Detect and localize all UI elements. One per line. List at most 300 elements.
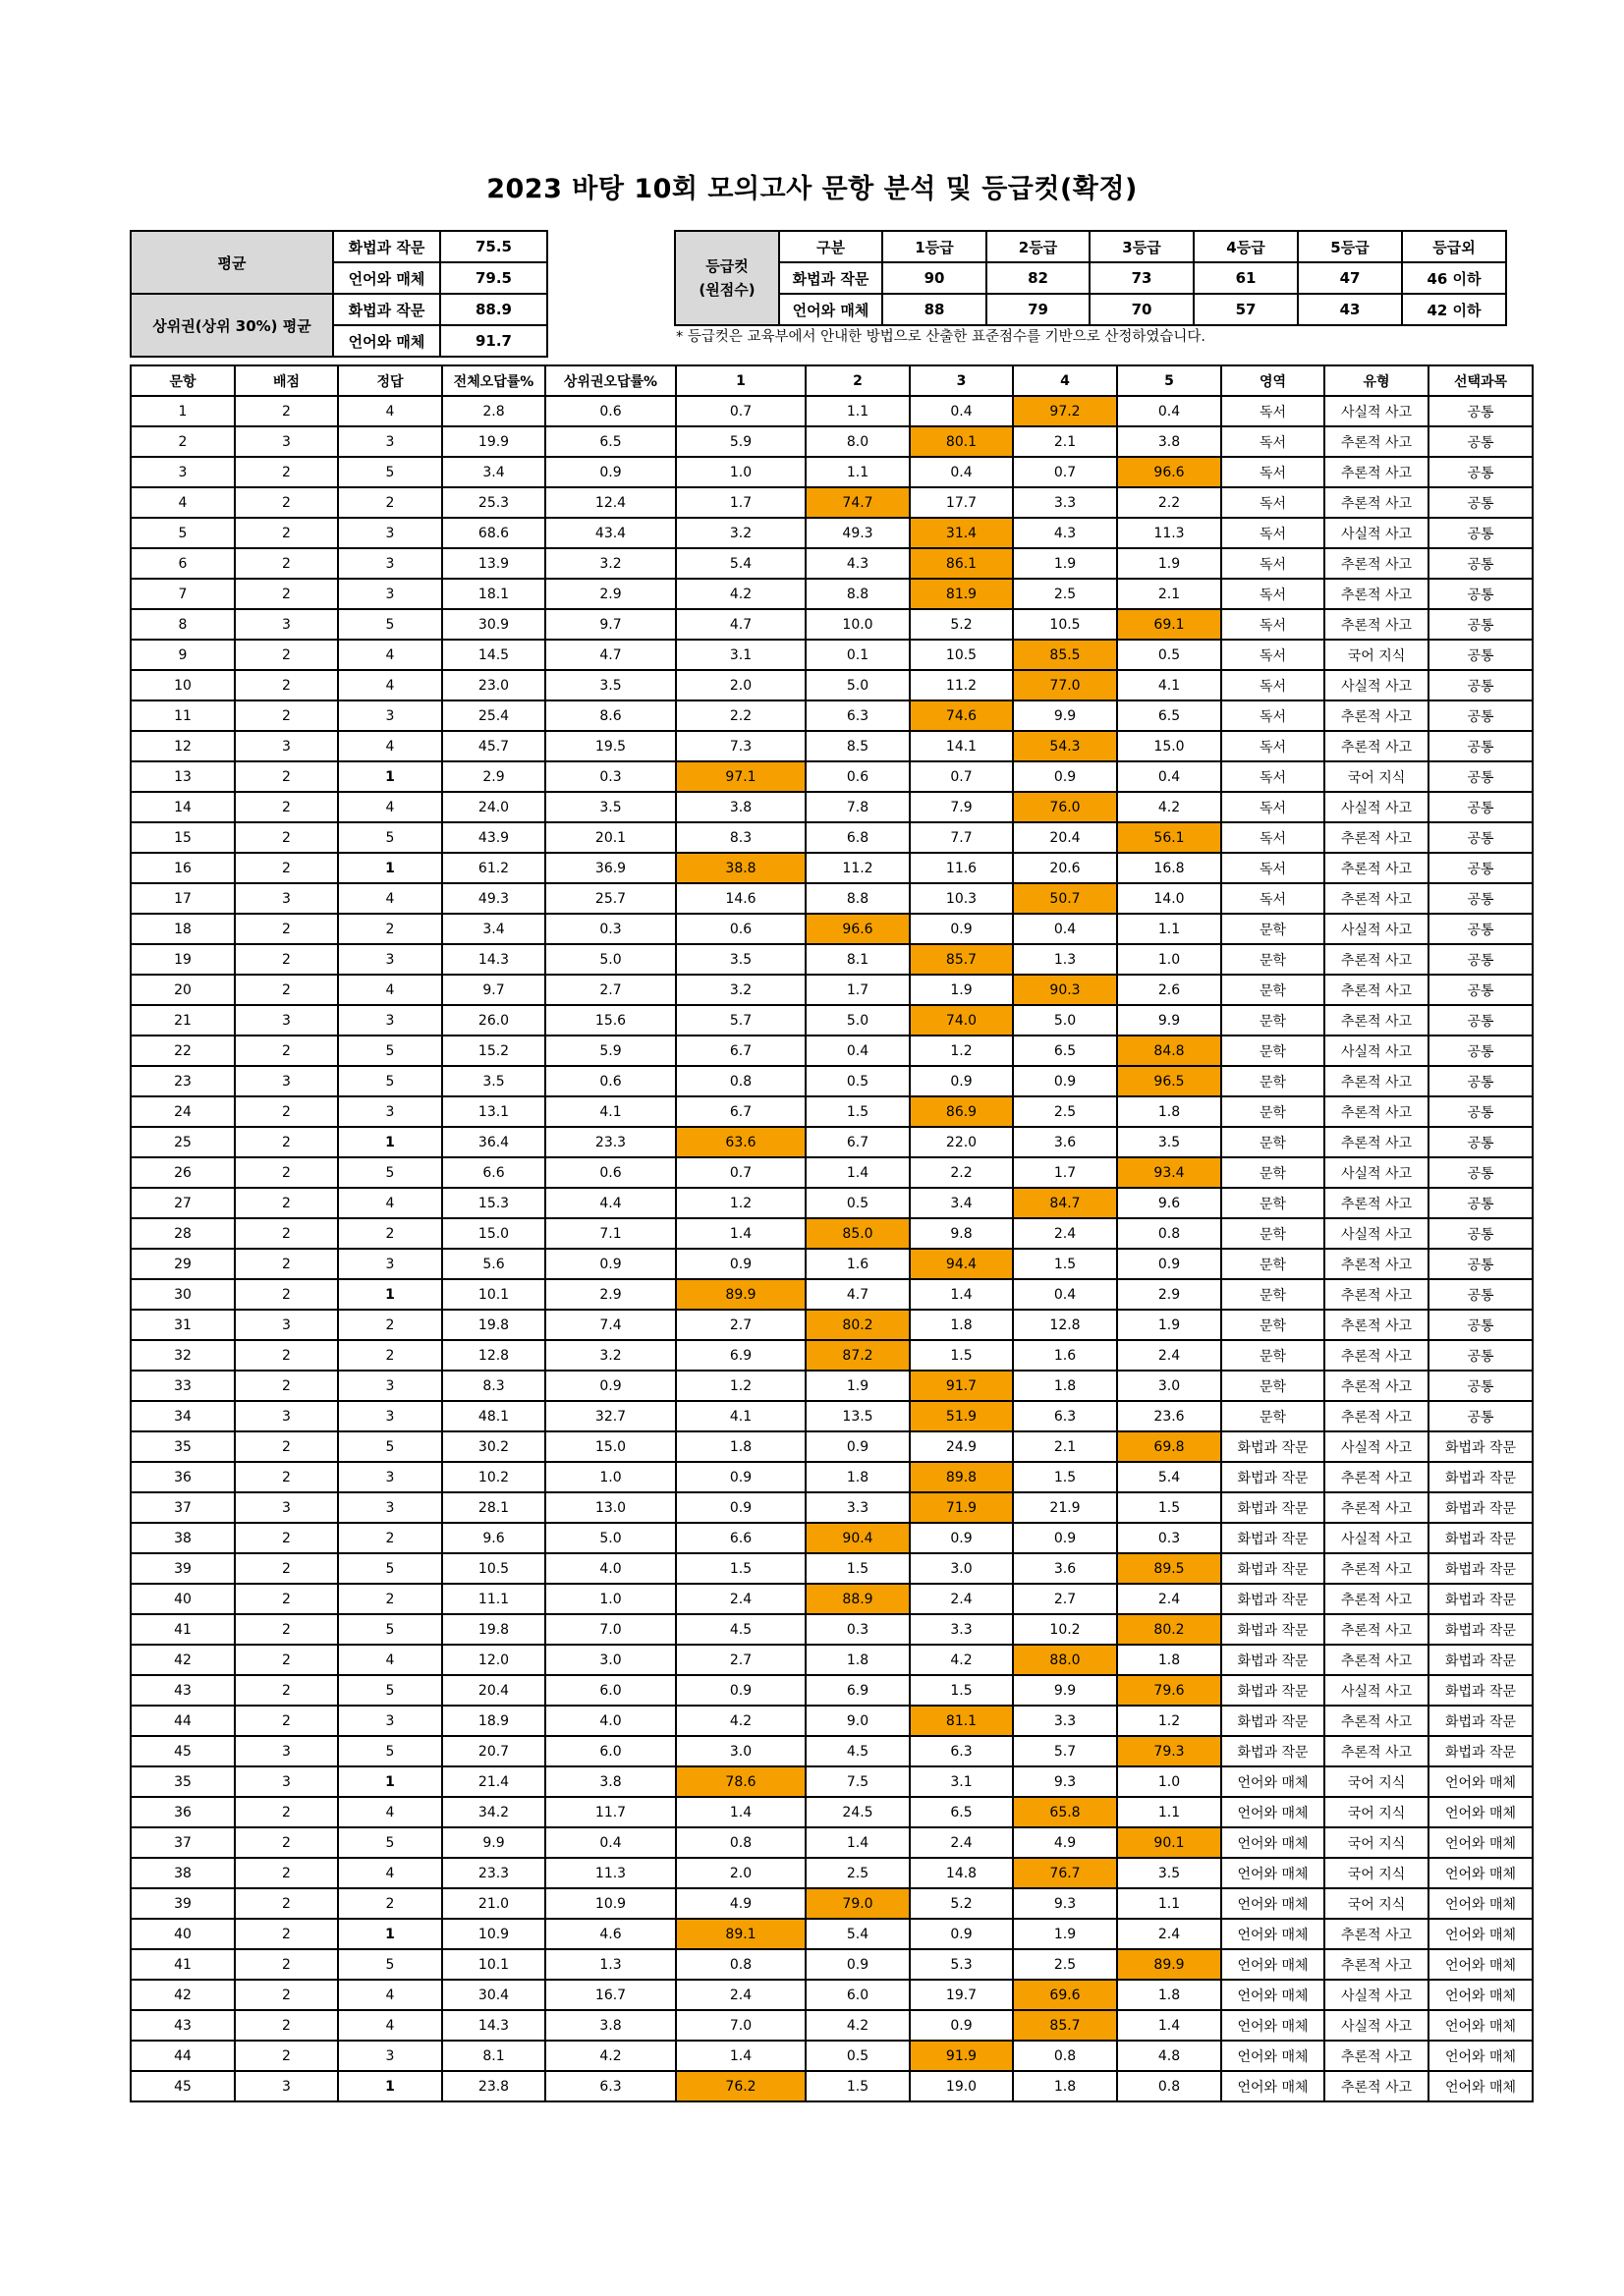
top-average-value: 91.7 <box>440 325 547 357</box>
elective-cell: 공통 <box>1428 1401 1533 1431</box>
correct-answer: 4 <box>338 1645 442 1675</box>
overall-error-rate: 10.1 <box>442 1279 545 1310</box>
overall-error-rate: 23.8 <box>442 2071 545 2101</box>
item-number: 26 <box>131 1157 235 1188</box>
top-error-rate: 4.4 <box>545 1188 676 1218</box>
choice-3-rate: 19.7 <box>910 1980 1013 2010</box>
choice-4-rate: 1.5 <box>1013 1462 1117 1492</box>
domain-cell: 화법과 작문 <box>1221 1736 1324 1766</box>
overall-error-rate: 14.3 <box>442 2010 545 2041</box>
item-number: 38 <box>131 1523 235 1553</box>
top-error-rate: 0.4 <box>545 1827 676 1858</box>
overall-error-rate: 45.7 <box>442 731 545 761</box>
table-row <box>131 914 1533 944</box>
choice-5-rate: 9.9 <box>1117 1005 1221 1036</box>
item-number: 41 <box>131 1614 235 1645</box>
overall-error-rate: 26.0 <box>442 1005 545 1036</box>
choice-5-rate: 90.1 <box>1117 1827 1221 1858</box>
choice-5-rate: 14.0 <box>1117 883 1221 914</box>
overall-error-rate: 25.4 <box>442 700 545 731</box>
item-points: 2 <box>235 944 338 975</box>
elective-cell: 공통 <box>1428 426 1533 457</box>
choice-5-rate: 3.8 <box>1117 426 1221 457</box>
grade-cut-cell: 42 이하 <box>1402 294 1506 325</box>
type-cell: 추론적 사고 <box>1324 548 1428 579</box>
choice-1-rate: 4.7 <box>676 609 806 640</box>
correct-answer: 2 <box>338 487 442 518</box>
choice-3-rate: 11.6 <box>910 853 1013 883</box>
choice-2-rate: 0.6 <box>806 761 910 792</box>
type-cell: 사실적 사고 <box>1324 914 1428 944</box>
overall-error-rate: 12.8 <box>442 1340 545 1371</box>
choice-5-rate: 3.0 <box>1117 1371 1221 1401</box>
type-cell: 사실적 사고 <box>1324 1675 1428 1706</box>
table-row <box>131 548 1533 579</box>
choice-4-rate: 3.6 <box>1013 1553 1117 1584</box>
item-number: 37 <box>131 1827 235 1858</box>
elective-cell: 언어와 매체 <box>1428 1888 1533 1919</box>
item-points: 3 <box>235 1066 338 1096</box>
choice-3-rate: 10.3 <box>910 883 1013 914</box>
choice-1-rate: 3.2 <box>676 975 806 1005</box>
choice-4-rate: 2.7 <box>1013 1584 1117 1614</box>
table-row <box>131 2041 1533 2071</box>
choice-2-rate: 85.0 <box>806 1218 910 1249</box>
item-points: 2 <box>235 1127 338 1157</box>
overall-average-value: 79.5 <box>440 262 547 294</box>
item-number: 2 <box>131 426 235 457</box>
type-cell: 추론적 사고 <box>1324 1584 1428 1614</box>
top-error-rate: 1.0 <box>545 1584 676 1614</box>
domain-cell: 화법과 작문 <box>1221 1431 1324 1462</box>
overall-error-rate: 8.1 <box>442 2041 545 2071</box>
type-cell: 추론적 사고 <box>1324 1553 1428 1584</box>
choice-2-rate: 0.5 <box>806 1188 910 1218</box>
choice-3-rate: 19.0 <box>910 2071 1013 2101</box>
top-error-rate: 7.0 <box>545 1614 676 1645</box>
type-cell: 추론적 사고 <box>1324 1706 1428 1736</box>
domain-cell: 독서 <box>1221 579 1324 609</box>
item-number: 33 <box>131 1371 235 1401</box>
domain-cell: 문학 <box>1221 975 1324 1005</box>
table-row <box>131 1279 1533 1310</box>
item-points: 3 <box>235 1310 338 1340</box>
item-points: 2 <box>235 487 338 518</box>
item-analysis-table <box>130 364 1534 2102</box>
top-error-rate: 1.3 <box>545 1949 676 1980</box>
table-row <box>131 822 1533 853</box>
choice-1-rate: 6.7 <box>676 1036 806 1066</box>
elective-cell: 공통 <box>1428 975 1533 1005</box>
column-header: 3 <box>910 365 1013 396</box>
table-row <box>131 1157 1533 1188</box>
item-number: 7 <box>131 579 235 609</box>
top-error-rate: 15.0 <box>545 1431 676 1462</box>
average-subject-label: 언어와 매체 <box>333 325 440 357</box>
choice-2-rate: 4.5 <box>806 1736 910 1766</box>
item-number: 42 <box>131 1645 235 1675</box>
choice-1-rate: 14.6 <box>676 883 806 914</box>
table-row <box>131 975 1533 1005</box>
choice-4-rate: 1.7 <box>1013 1157 1117 1188</box>
choice-2-rate: 6.3 <box>806 700 910 731</box>
elective-cell: 공통 <box>1428 731 1533 761</box>
item-points: 2 <box>235 670 338 700</box>
page-title: 2023 바탕 10회 모의고사 문항 분석 및 등급컷(확정) <box>486 174 1138 204</box>
top-error-rate: 2.9 <box>545 579 676 609</box>
domain-cell: 문학 <box>1221 1157 1324 1188</box>
choice-2-rate: 5.4 <box>806 1919 910 1949</box>
choice-4-rate: 4.3 <box>1013 518 1117 548</box>
choice-1-rate: 3.1 <box>676 640 806 670</box>
top-error-rate: 1.0 <box>545 1462 676 1492</box>
correct-answer: 4 <box>338 883 442 914</box>
choice-3-rate: 1.2 <box>910 1036 1013 1066</box>
item-points: 2 <box>235 1096 338 1127</box>
item-number: 31 <box>131 1310 235 1340</box>
choice-1-rate: 1.2 <box>676 1371 806 1401</box>
choice-5-rate: 3.5 <box>1117 1127 1221 1157</box>
table-row <box>131 609 1533 640</box>
elective-cell: 공통 <box>1428 1310 1533 1340</box>
choice-4-rate: 2.4 <box>1013 1218 1117 1249</box>
choice-4-rate: 6.3 <box>1013 1401 1117 1431</box>
type-cell: 추론적 사고 <box>1324 1127 1428 1157</box>
top-error-rate: 5.0 <box>545 1523 676 1553</box>
top-error-rate: 3.2 <box>545 1340 676 1371</box>
choice-4-rate: 10.2 <box>1013 1614 1117 1645</box>
correct-answer: 1 <box>338 1919 442 1949</box>
overall-error-rate: 34.2 <box>442 1797 545 1827</box>
choice-1-rate: 5.9 <box>676 426 806 457</box>
choice-3-rate: 17.7 <box>910 487 1013 518</box>
choice-5-rate: 1.1 <box>1117 1888 1221 1919</box>
choice-3-rate: 6.3 <box>910 1736 1013 1766</box>
type-cell: 국어 지식 <box>1324 1766 1428 1797</box>
choice-5-rate: 15.0 <box>1117 731 1221 761</box>
domain-cell: 독서 <box>1221 822 1324 853</box>
choice-5-rate: 79.6 <box>1117 1675 1221 1706</box>
choice-3-rate: 4.2 <box>910 1645 1013 1675</box>
correct-answer: 3 <box>338 1249 442 1279</box>
choice-2-rate: 5.0 <box>806 1005 910 1036</box>
choice-1-rate: 97.1 <box>676 761 806 792</box>
grade-cut-header: 2등급 <box>986 231 1090 262</box>
type-cell: 추론적 사고 <box>1324 609 1428 640</box>
choice-3-rate: 31.4 <box>910 518 1013 548</box>
item-points: 3 <box>235 1766 338 1797</box>
overall-error-rate: 10.9 <box>442 1919 545 1949</box>
choice-1-rate: 2.0 <box>676 670 806 700</box>
item-number: 45 <box>131 2071 235 2101</box>
average-subject-label: 화법과 작문 <box>333 231 440 262</box>
overall-error-rate: 13.1 <box>442 1096 545 1127</box>
table-row <box>131 396 1533 426</box>
choice-1-rate: 2.7 <box>676 1645 806 1675</box>
overall-error-rate: 19.9 <box>442 426 545 457</box>
overall-error-rate: 68.6 <box>442 518 545 548</box>
correct-answer: 5 <box>338 1036 442 1066</box>
type-cell: 추론적 사고 <box>1324 700 1428 731</box>
item-points: 2 <box>235 1462 338 1492</box>
choice-1-rate: 4.9 <box>676 1888 806 1919</box>
correct-answer: 2 <box>338 1218 442 1249</box>
table-row <box>131 2071 1533 2101</box>
correct-answer: 4 <box>338 1188 442 1218</box>
domain-cell: 문학 <box>1221 1279 1324 1310</box>
choice-2-rate: 1.6 <box>806 1249 910 1279</box>
domain-cell: 언어와 매체 <box>1221 2071 1324 2101</box>
choice-2-rate: 1.5 <box>806 1553 910 1584</box>
correct-answer: 3 <box>338 1096 442 1127</box>
choice-5-rate: 96.6 <box>1117 457 1221 487</box>
correct-answer: 5 <box>338 1553 442 1584</box>
item-points: 2 <box>235 1523 338 1553</box>
elective-cell: 공통 <box>1428 1279 1533 1310</box>
choice-3-rate: 91.9 <box>910 2041 1013 2071</box>
choice-3-rate: 0.9 <box>910 914 1013 944</box>
choice-2-rate: 1.8 <box>806 1462 910 1492</box>
overall-error-rate: 21.0 <box>442 1888 545 1919</box>
choice-1-rate: 1.7 <box>676 487 806 518</box>
type-cell: 추론적 사고 <box>1324 1249 1428 1279</box>
choice-2-rate: 1.9 <box>806 1371 910 1401</box>
item-number: 21 <box>131 1005 235 1036</box>
table-row <box>131 1736 1533 1766</box>
top-error-rate: 6.0 <box>545 1675 676 1706</box>
type-cell: 사실적 사고 <box>1324 670 1428 700</box>
top-error-rate: 5.0 <box>545 944 676 975</box>
elective-cell: 공통 <box>1428 1157 1533 1188</box>
column-header: 배점 <box>235 365 338 396</box>
type-cell: 국어 지식 <box>1324 1827 1428 1858</box>
top-error-rate: 20.1 <box>545 822 676 853</box>
overall-error-rate: 30.2 <box>442 1431 545 1462</box>
correct-answer: 5 <box>338 1736 442 1766</box>
grade-cut-cell: 46 이하 <box>1402 262 1506 294</box>
item-number: 40 <box>131 1584 235 1614</box>
overall-error-rate: 19.8 <box>442 1614 545 1645</box>
table-row <box>131 640 1533 670</box>
choice-2-rate: 0.3 <box>806 1614 910 1645</box>
choice-3-rate: 14.8 <box>910 1858 1013 1888</box>
item-points: 2 <box>235 1827 338 1858</box>
grade-cut-cell: 82 <box>986 262 1090 294</box>
item-points: 3 <box>235 1492 338 1523</box>
choice-5-rate: 4.1 <box>1117 670 1221 700</box>
elective-cell: 화법과 작문 <box>1428 1462 1533 1492</box>
choice-2-rate: 8.8 <box>806 579 910 609</box>
choice-5-rate: 2.9 <box>1117 1279 1221 1310</box>
item-points: 2 <box>235 1919 338 1949</box>
type-cell: 추론적 사고 <box>1324 1310 1428 1340</box>
choice-1-rate: 76.2 <box>676 2071 806 2101</box>
choice-4-rate: 0.7 <box>1013 457 1117 487</box>
grade-cut-header: 5등급 <box>1298 231 1402 262</box>
overall-error-rate: 10.1 <box>442 1949 545 1980</box>
choice-4-rate: 3.3 <box>1013 1706 1117 1736</box>
choice-5-rate: 0.5 <box>1117 640 1221 670</box>
choice-5-rate: 6.5 <box>1117 700 1221 731</box>
choice-5-rate: 0.4 <box>1117 396 1221 426</box>
item-points: 3 <box>235 1736 338 1766</box>
item-number: 12 <box>131 731 235 761</box>
choice-4-rate: 5.7 <box>1013 1736 1117 1766</box>
correct-answer: 1 <box>338 853 442 883</box>
item-number: 14 <box>131 792 235 822</box>
table-row <box>131 944 1533 975</box>
correct-answer: 4 <box>338 731 442 761</box>
choice-3-rate: 6.5 <box>910 1797 1013 1827</box>
overall-error-rate: 23.3 <box>442 1858 545 1888</box>
elective-cell: 공통 <box>1428 1066 1533 1096</box>
item-points: 2 <box>235 579 338 609</box>
domain-cell: 문학 <box>1221 1188 1324 1218</box>
table-row <box>131 1888 1533 1919</box>
elective-cell: 공통 <box>1428 1096 1533 1127</box>
choice-1-rate: 78.6 <box>676 1766 806 1797</box>
item-number: 5 <box>131 518 235 548</box>
grade-cut-cell: 61 <box>1194 262 1298 294</box>
choice-3-rate: 0.4 <box>910 396 1013 426</box>
table-row <box>131 1766 1533 1797</box>
choice-4-rate: 0.9 <box>1013 1066 1117 1096</box>
item-number: 38 <box>131 1858 235 1888</box>
column-header: 4 <box>1013 365 1117 396</box>
choice-3-rate: 91.7 <box>910 1371 1013 1401</box>
domain-cell: 독서 <box>1221 670 1324 700</box>
table-row <box>131 1675 1533 1706</box>
table-row <box>131 700 1533 731</box>
item-points: 2 <box>235 518 338 548</box>
type-cell: 국어 지식 <box>1324 761 1428 792</box>
choice-4-rate: 0.8 <box>1013 2041 1117 2071</box>
top-error-rate: 9.7 <box>545 609 676 640</box>
elective-cell: 화법과 작문 <box>1428 1553 1533 1584</box>
top-error-rate: 11.7 <box>545 1797 676 1827</box>
correct-answer: 4 <box>338 396 442 426</box>
choice-5-rate: 2.4 <box>1117 1919 1221 1949</box>
choice-5-rate: 0.4 <box>1117 761 1221 792</box>
item-points: 2 <box>235 1249 338 1279</box>
type-cell: 추론적 사고 <box>1324 1736 1428 1766</box>
domain-cell: 화법과 작문 <box>1221 1553 1324 1584</box>
domain-cell: 독서 <box>1221 548 1324 579</box>
choice-3-rate: 22.0 <box>910 1127 1013 1157</box>
top-error-rate: 4.2 <box>545 2041 676 2071</box>
domain-cell: 화법과 작문 <box>1221 1675 1324 1706</box>
overall-error-rate: 61.2 <box>442 853 545 883</box>
elective-cell: 언어와 매체 <box>1428 2041 1533 2071</box>
choice-2-rate: 6.0 <box>806 1980 910 2010</box>
item-number: 39 <box>131 1888 235 1919</box>
domain-cell: 문학 <box>1221 1036 1324 1066</box>
elective-cell: 화법과 작문 <box>1428 1431 1533 1462</box>
choice-1-rate: 4.2 <box>676 1706 806 1736</box>
choice-2-rate: 4.3 <box>806 548 910 579</box>
grade-cut-header: 1등급 <box>882 231 986 262</box>
item-number: 29 <box>131 1249 235 1279</box>
choice-1-rate: 3.0 <box>676 1736 806 1766</box>
item-number: 34 <box>131 1401 235 1431</box>
table-row <box>131 1614 1533 1645</box>
choice-2-rate: 7.8 <box>806 792 910 822</box>
choice-2-rate: 90.4 <box>806 1523 910 1553</box>
elective-cell: 언어와 매체 <box>1428 1797 1533 1827</box>
choice-4-rate: 12.8 <box>1013 1310 1117 1340</box>
table-row <box>131 1401 1533 1431</box>
domain-cell: 언어와 매체 <box>1221 1888 1324 1919</box>
top-error-rate: 0.3 <box>545 914 676 944</box>
table-row <box>131 1249 1533 1279</box>
choice-2-rate: 1.8 <box>806 1645 910 1675</box>
choice-5-rate: 96.5 <box>1117 1066 1221 1096</box>
choice-1-rate: 0.8 <box>676 1827 806 1858</box>
item-points: 2 <box>235 1614 338 1645</box>
grade-cut-cell: 화법과 작문 <box>779 262 882 294</box>
item-number: 35 <box>131 1431 235 1462</box>
elective-cell: 화법과 작문 <box>1428 1736 1533 1766</box>
type-cell: 사실적 사고 <box>1324 396 1428 426</box>
overall-error-rate: 10.2 <box>442 1462 545 1492</box>
overall-error-rate: 11.1 <box>442 1584 545 1614</box>
table-row <box>131 1919 1533 1949</box>
choice-2-rate: 1.4 <box>806 1157 910 1188</box>
correct-answer: 3 <box>338 1005 442 1036</box>
choice-1-rate: 7.0 <box>676 2010 806 2041</box>
choice-4-rate: 0.9 <box>1013 761 1117 792</box>
choice-5-rate: 1.9 <box>1117 548 1221 579</box>
type-cell: 추론적 사고 <box>1324 1066 1428 1096</box>
column-header: 1 <box>676 365 806 396</box>
choice-3-rate: 10.5 <box>910 640 1013 670</box>
top-error-rate: 10.9 <box>545 1888 676 1919</box>
item-points: 2 <box>235 1340 338 1371</box>
choice-2-rate: 2.5 <box>806 1858 910 1888</box>
average-subject-label: 화법과 작문 <box>333 294 440 325</box>
overall-error-rate: 36.4 <box>442 1127 545 1157</box>
correct-answer: 3 <box>338 518 442 548</box>
item-points: 2 <box>235 2041 338 2071</box>
choice-4-rate: 69.6 <box>1013 1980 1117 2010</box>
correct-answer: 3 <box>338 548 442 579</box>
elective-cell: 언어와 매체 <box>1428 1858 1533 1888</box>
table-row <box>131 1310 1533 1340</box>
choice-3-rate: 5.3 <box>910 1949 1013 1980</box>
type-cell: 추론적 사고 <box>1324 1462 1428 1492</box>
grade-cut-cell: 70 <box>1090 294 1194 325</box>
correct-answer: 1 <box>338 1127 442 1157</box>
choice-2-rate: 96.6 <box>806 914 910 944</box>
overall-error-rate: 30.4 <box>442 1980 545 2010</box>
table-row <box>131 1949 1533 1980</box>
grade-cut-header: 등급외 <box>1402 231 1506 262</box>
domain-cell: 독서 <box>1221 640 1324 670</box>
choice-2-rate: 9.0 <box>806 1706 910 1736</box>
choice-1-rate: 2.2 <box>676 700 806 731</box>
table-row <box>131 1858 1533 1888</box>
elective-cell: 공통 <box>1428 853 1533 883</box>
elective-cell: 공통 <box>1428 1188 1533 1218</box>
choice-2-rate: 88.9 <box>806 1584 910 1614</box>
choice-1-rate: 2.0 <box>676 1858 806 1888</box>
item-points: 2 <box>235 457 338 487</box>
choice-2-rate: 4.2 <box>806 2010 910 2041</box>
choice-4-rate: 65.8 <box>1013 1797 1117 1827</box>
choice-4-rate: 9.9 <box>1013 1675 1117 1706</box>
domain-cell: 화법과 작문 <box>1221 1462 1324 1492</box>
top-error-rate: 36.9 <box>545 853 676 883</box>
